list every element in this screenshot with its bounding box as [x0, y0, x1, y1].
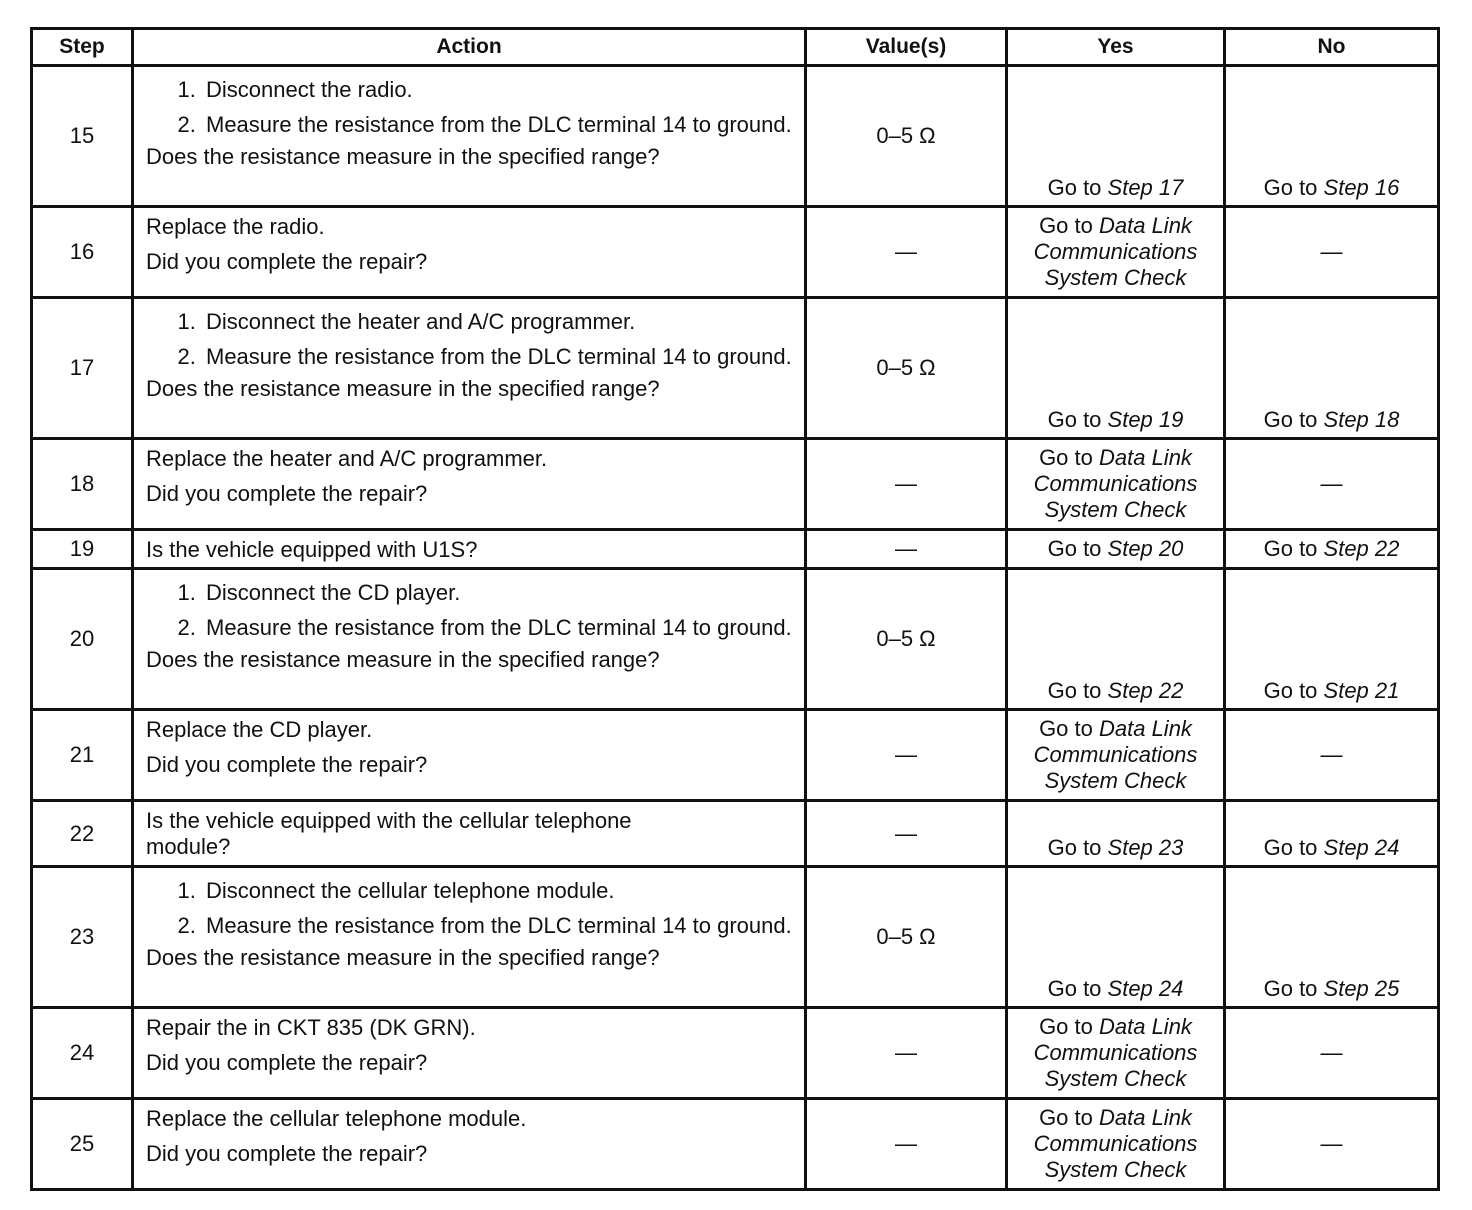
go-to-text: Go to	[1039, 445, 1099, 470]
go-to-text: Go to	[1263, 175, 1324, 200]
action-cell	[133, 1099, 806, 1190]
step-link[interactable]: Step 20	[1107, 536, 1184, 561]
value-cell: —	[806, 801, 1007, 867]
go-to-text: Go to	[1263, 678, 1324, 703]
action-cell	[133, 569, 806, 710]
action-question: Does the resistance measure in the specified range?	[146, 945, 660, 970]
no-cell: —	[1225, 439, 1439, 530]
step-link[interactable]: Step 24	[1107, 976, 1184, 1001]
step-number: 25	[32, 1099, 133, 1190]
step-link[interactable]: Step 23	[1107, 835, 1184, 860]
go-to-text: Go to	[1263, 536, 1324, 561]
action-instruction: Replace the cellular telephone module.	[146, 1106, 527, 1131]
header-step: Step	[32, 29, 133, 66]
no-cell: —	[1225, 1008, 1439, 1099]
value-cell: —	[806, 207, 1007, 298]
step-number: 24	[32, 1008, 133, 1099]
table-row	[32, 1008, 1439, 1099]
header-yes: Yes	[1007, 29, 1225, 66]
value-cell: —	[806, 1008, 1007, 1099]
system-check-link[interactable]: Data Link Communications System Check	[1033, 445, 1198, 522]
yes-cell	[1007, 66, 1225, 207]
system-check-link[interactable]: Data Link Communications System Check	[1033, 1105, 1198, 1182]
action-cell	[133, 710, 806, 801]
go-to-text: Go to	[1047, 175, 1108, 200]
header-value: Value(s)	[806, 29, 1007, 66]
action-instruction: Replace the CD player.	[146, 717, 373, 742]
action-cell	[133, 207, 806, 298]
table-row	[32, 207, 1439, 298]
action-steps-list	[146, 309, 794, 370]
yes-cell	[1007, 867, 1225, 1008]
no-cell	[1225, 867, 1439, 1008]
value-cell: 0–5 Ω	[806, 66, 1007, 207]
step-number: 19	[32, 530, 133, 569]
yes-cell	[1007, 207, 1225, 298]
yes-cell	[1007, 1008, 1225, 1099]
action-instruction: Replace the radio.	[146, 214, 325, 239]
action-cell	[133, 530, 806, 569]
value-cell: —	[806, 1099, 1007, 1190]
step-link[interactable]: Step 16	[1323, 175, 1400, 200]
action-steps-list	[146, 580, 794, 641]
step-link[interactable]: Step 21	[1323, 678, 1400, 703]
action-question: Is the vehicle equipped with the cellular telephone module?	[146, 808, 632, 859]
no-cell	[1225, 801, 1439, 867]
no-cell: —	[1225, 1099, 1439, 1190]
step-link[interactable]: Step 24	[1323, 835, 1400, 860]
header-no: No	[1225, 29, 1439, 66]
yes-cell	[1007, 439, 1225, 530]
yes-cell	[1007, 801, 1225, 867]
step-number: 17	[32, 298, 133, 439]
action-question: Did you complete the repair?	[146, 481, 428, 506]
yes-cell	[1007, 569, 1225, 710]
table-row	[32, 867, 1439, 1008]
action-step: 2. Measure the resistance from the DLC terminal 14 to ground.	[202, 615, 794, 641]
go-to-text: Go to	[1263, 407, 1324, 432]
go-to-text: Go to	[1263, 835, 1324, 860]
table-row	[32, 439, 1439, 530]
action-question: Is the vehicle equipped with U1S?	[146, 537, 478, 562]
no-cell	[1225, 530, 1439, 569]
step-number: 16	[32, 207, 133, 298]
step-number: 15	[32, 66, 133, 207]
go-to-text: Go to	[1047, 536, 1108, 561]
step-number: 21	[32, 710, 133, 801]
step-number: 20	[32, 569, 133, 710]
action-question: Does the resistance measure in the specified range?	[146, 647, 660, 672]
action-steps-list	[146, 878, 794, 939]
table-row	[32, 66, 1439, 207]
action-question: Did you complete the repair?	[146, 752, 428, 777]
value-cell: —	[806, 530, 1007, 569]
no-cell	[1225, 298, 1439, 439]
step-link[interactable]: Step 19	[1107, 407, 1184, 432]
diagnostic-table	[30, 27, 1440, 1191]
header-action: Action	[133, 29, 806, 66]
go-to-text: Go to	[1047, 407, 1108, 432]
action-step: 1. Disconnect the heater and A/C programmer.	[202, 309, 794, 335]
table-row	[32, 801, 1439, 867]
action-question: Did you complete the repair?	[146, 249, 428, 274]
system-check-link[interactable]: Data Link Communications System Check	[1033, 1014, 1198, 1091]
no-cell: —	[1225, 207, 1439, 298]
action-cell	[133, 439, 806, 530]
step-link[interactable]: Step 25	[1323, 976, 1400, 1001]
table-row	[32, 298, 1439, 439]
action-question: Did you complete the repair?	[146, 1050, 428, 1075]
action-cell	[133, 66, 806, 207]
no-cell: —	[1225, 710, 1439, 801]
go-to-text: Go to	[1047, 835, 1108, 860]
action-steps-list	[146, 77, 794, 138]
value-cell: 0–5 Ω	[806, 569, 1007, 710]
no-cell	[1225, 569, 1439, 710]
table-row	[32, 569, 1439, 710]
action-cell	[133, 867, 806, 1008]
action-step: 2. Measure the resistance from the DLC terminal 14 to ground.	[202, 913, 794, 939]
header-row	[32, 29, 1439, 66]
action-instruction: Replace the heater and A/C programmer.	[146, 446, 548, 471]
value-cell: 0–5 Ω	[806, 867, 1007, 1008]
action-question: Does the resistance measure in the specified range?	[146, 144, 660, 169]
step-link[interactable]: Step 17	[1107, 175, 1184, 200]
yes-cell	[1007, 530, 1225, 569]
go-to-text: Go to	[1047, 976, 1108, 1001]
yes-cell	[1007, 1099, 1225, 1190]
go-to-text: Go to	[1039, 1014, 1099, 1039]
go-to-text: Go to	[1047, 678, 1108, 703]
step-link[interactable]: Step 18	[1323, 407, 1400, 432]
step-link[interactable]: Step 22	[1107, 678, 1184, 703]
action-cell	[133, 298, 806, 439]
step-number: 18	[32, 439, 133, 530]
table-row	[32, 530, 1439, 569]
action-step: 1. Disconnect the CD player.	[202, 580, 794, 606]
action-step: 1. Disconnect the cellular telephone module.	[202, 878, 794, 904]
go-to-text: Go to	[1039, 1105, 1099, 1130]
action-step: 2. Measure the resistance from the DLC terminal 14 to ground.	[202, 112, 794, 138]
value-cell: —	[806, 439, 1007, 530]
action-question: Does the resistance measure in the specified range?	[146, 376, 660, 401]
value-cell: —	[806, 710, 1007, 801]
action-cell	[133, 1008, 806, 1099]
value-cell: 0–5 Ω	[806, 298, 1007, 439]
action-question: Did you complete the repair?	[146, 1141, 428, 1166]
step-number: 22	[32, 801, 133, 867]
no-cell	[1225, 66, 1439, 207]
table-row	[32, 710, 1439, 801]
step-link[interactable]: Step 22	[1323, 536, 1400, 561]
system-check-link[interactable]: Data Link Communications System Check	[1033, 213, 1198, 290]
action-step: 1. Disconnect the radio.	[202, 77, 794, 103]
go-to-text: Go to	[1263, 976, 1324, 1001]
action-instruction: Repair the in CKT 835 (DK GRN).	[146, 1015, 476, 1040]
table-row	[32, 1099, 1439, 1190]
step-number: 23	[32, 867, 133, 1008]
action-step: 2. Measure the resistance from the DLC terminal 14 to ground.	[202, 344, 794, 370]
yes-cell	[1007, 298, 1225, 439]
go-to-text: Go to	[1039, 716, 1099, 741]
yes-cell	[1007, 710, 1225, 801]
go-to-text: Go to	[1039, 213, 1099, 238]
action-cell	[133, 801, 806, 867]
system-check-link[interactable]: Data Link Communications System Check	[1033, 716, 1198, 793]
